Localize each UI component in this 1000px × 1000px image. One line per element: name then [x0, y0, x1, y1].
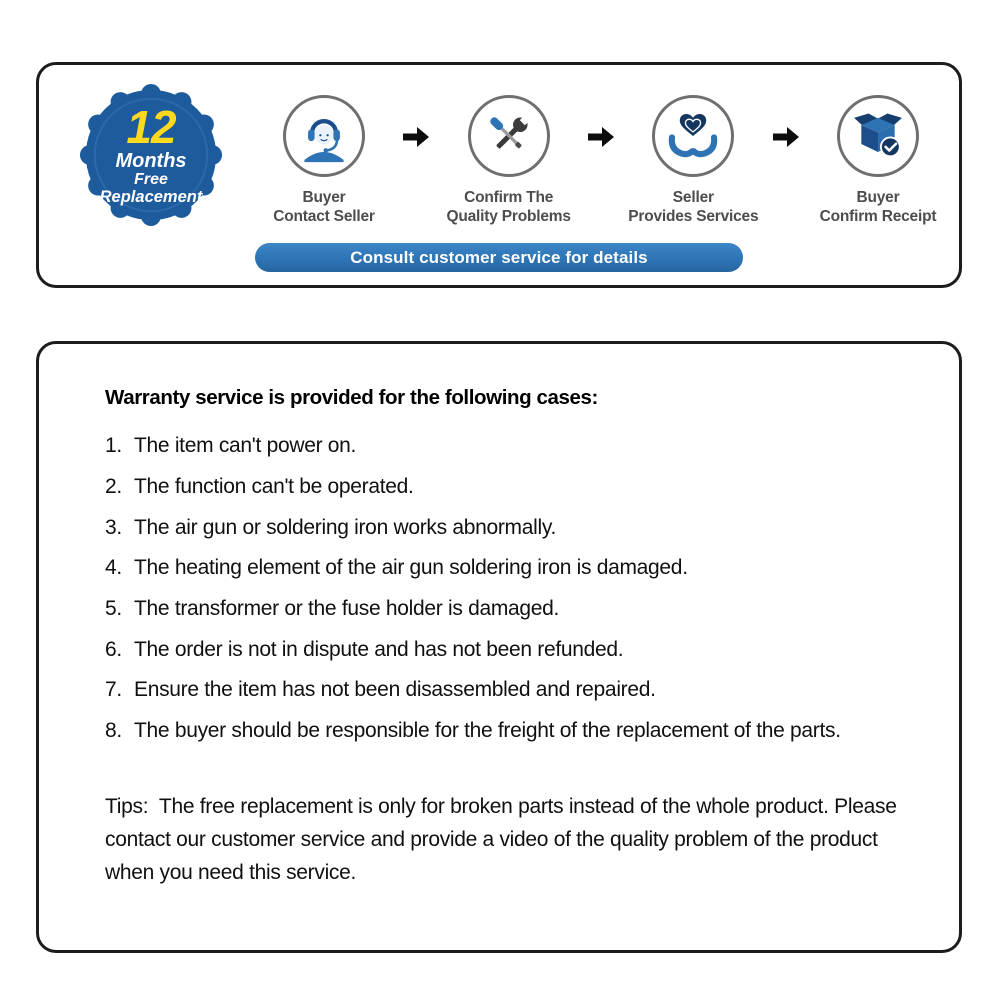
step-label	[249, 189, 399, 227]
step-confirm-quality-problems	[434, 95, 584, 227]
step-buyer-contact-seller	[249, 95, 399, 227]
warranty-list-item	[105, 670, 919, 711]
arrow-right-icon	[773, 126, 799, 148]
item-number: 1.	[105, 434, 122, 458]
service-flow-card	[36, 62, 962, 288]
item-text: The air gun or soldering iron works abnormally.	[134, 515, 557, 539]
warranty-list-item	[105, 467, 919, 508]
warranty-tips: Tips: The free replacement is only for broken parts instead of the whole product. Please contact our customer service and provide a video of the quality problem of the product when you need this service.	[105, 794, 903, 884]
step-label-line2: Confirm Receipt	[819, 207, 937, 225]
item-number: 6.	[105, 637, 122, 661]
step-circle	[283, 95, 365, 177]
twelve-months-badge	[77, 81, 225, 229]
consult-customer-service-button[interactable]: Consult customer service for details	[255, 243, 743, 272]
step-buyer-confirm-receipt	[803, 95, 953, 227]
step-label	[803, 189, 953, 227]
step-label-line1: Seller	[672, 189, 714, 206]
tools-icon	[480, 107, 538, 165]
step-label	[434, 189, 584, 227]
service-flow	[249, 95, 953, 227]
item-number: 3.	[105, 515, 122, 539]
step-circle	[652, 95, 734, 177]
item-text: The order is not in dispute and has not been refunded.	[134, 637, 624, 661]
step-label-line2: Contact Seller	[273, 207, 375, 225]
arrow-right-icon	[403, 126, 429, 148]
badge-text	[77, 81, 225, 229]
badge-line-free: Free	[134, 170, 168, 188]
step-seller-provides-services	[618, 95, 768, 227]
warranty-list-item	[105, 711, 919, 752]
headset-icon	[295, 107, 353, 165]
warranty-list-item	[105, 426, 919, 467]
warranty-list	[105, 426, 919, 752]
step-label-line1: Buyer	[302, 189, 346, 206]
hands-heart-icon	[664, 107, 722, 165]
step-circle	[837, 95, 919, 177]
item-number: 4.	[105, 556, 122, 580]
badge-number: 12	[126, 101, 176, 154]
item-number: 5.	[105, 597, 122, 621]
item-number: 7.	[105, 678, 122, 702]
warranty-terms-card	[36, 341, 962, 953]
item-number: 8.	[105, 719, 122, 743]
box-check-icon	[849, 107, 907, 165]
step-label-line1: Buyer	[856, 189, 900, 206]
item-text: The heating element of the air gun soldering iron is damaged.	[134, 556, 688, 580]
badge-line-replacement: Replacement	[99, 187, 203, 206]
step-circle	[468, 95, 550, 177]
item-text: The item can't power on.	[134, 434, 357, 458]
warranty-list-item	[105, 507, 919, 548]
badge-line-months: Months	[115, 149, 187, 172]
item-text: Ensure the item has not been disassembled and repaired.	[134, 678, 656, 702]
item-text: The buyer should be responsible for the freight of the replacement of the parts.	[134, 719, 841, 743]
warranty-heading: Warranty service is provided for the following cases:	[105, 386, 598, 409]
warranty-list-item	[105, 589, 919, 630]
item-text: The function can't be operated.	[134, 475, 414, 499]
step-label-line2: Quality Problems	[446, 207, 571, 225]
arrow-right-icon	[588, 126, 614, 148]
item-text: The transformer or the fuse holder is damaged.	[134, 597, 560, 621]
warranty-list-item	[105, 548, 919, 589]
step-label-line1: Confirm The	[464, 189, 554, 206]
item-number: 2.	[105, 475, 122, 499]
warranty-list-item	[105, 629, 919, 670]
step-label	[618, 189, 768, 227]
step-label-line2: Provides Services	[628, 207, 759, 225]
